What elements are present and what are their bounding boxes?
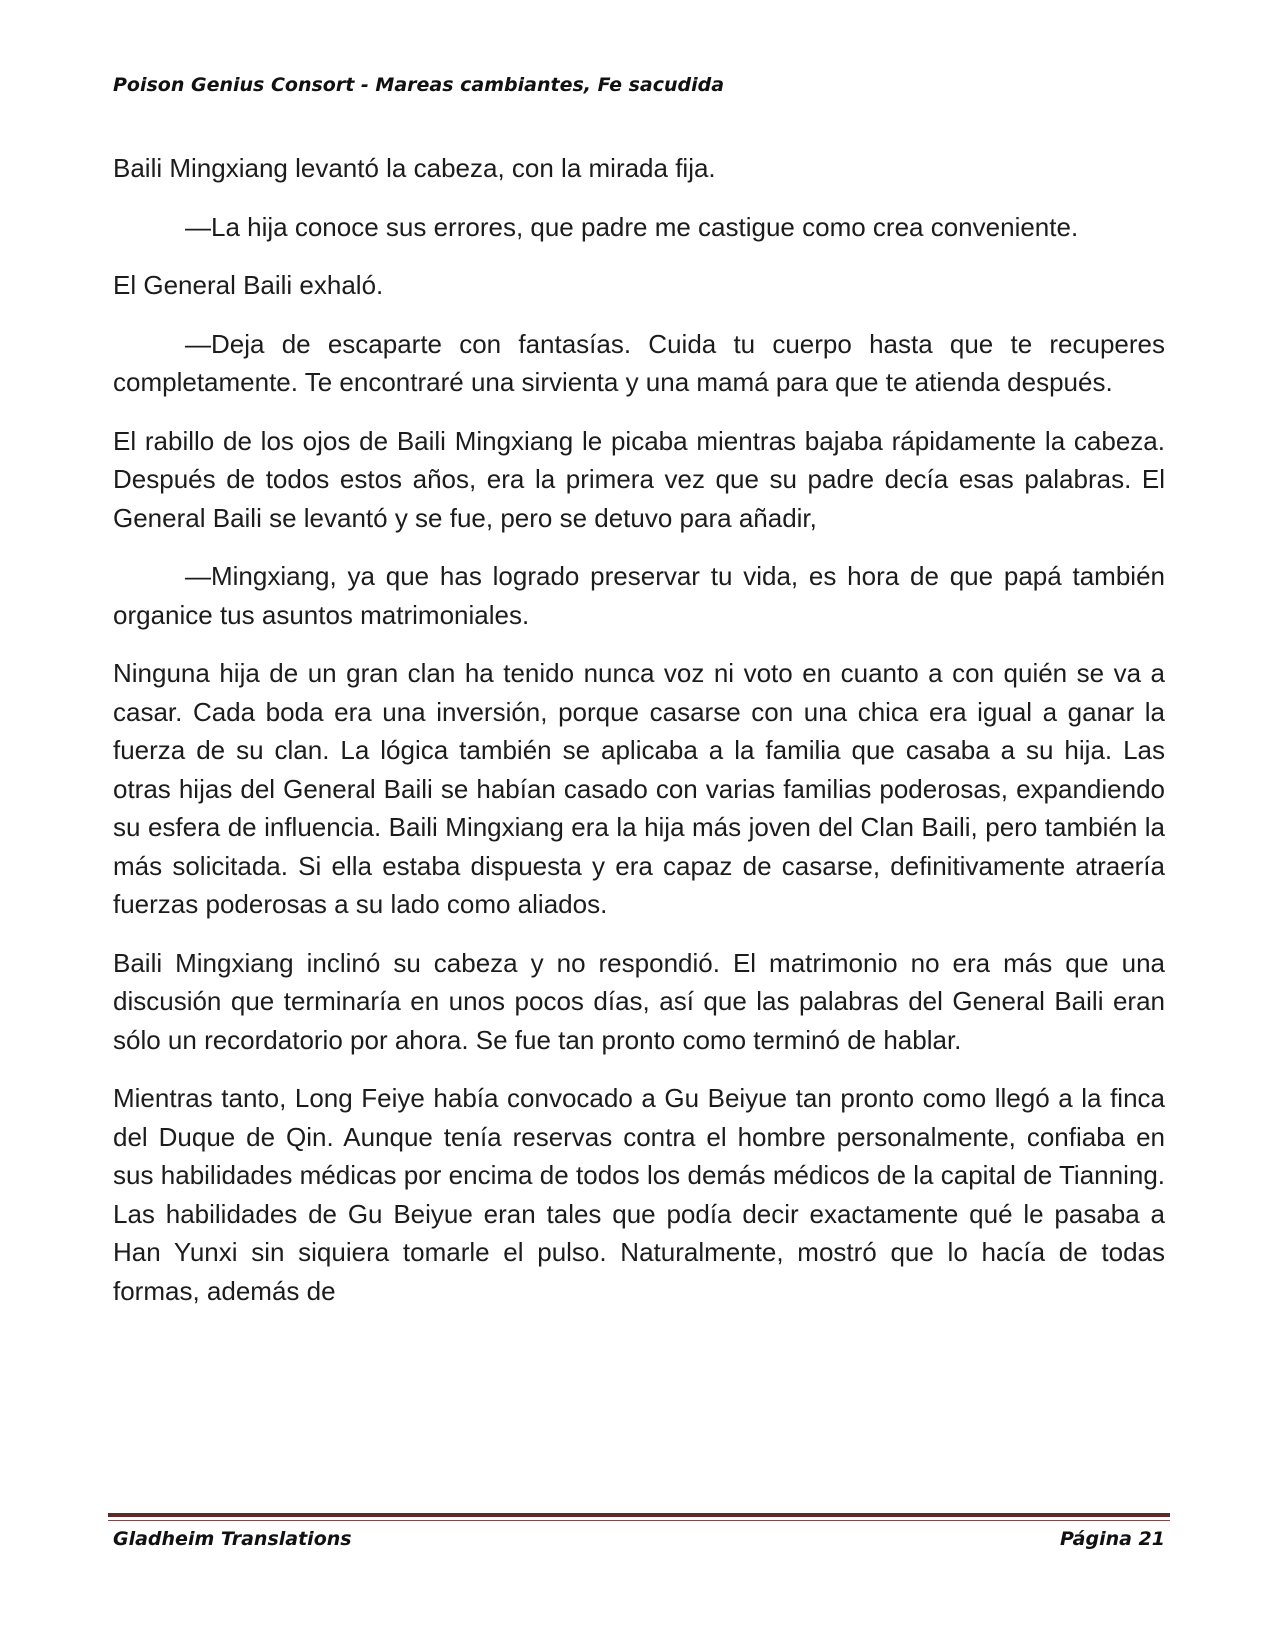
page-number: Página 21	[1059, 1528, 1165, 1550]
footer-rule-thin	[108, 1520, 1170, 1521]
dialogue-paragraph: —Deja de escaparte con fantasías. Cuida tu cuerpo hasta que te recuperes completamente. Te encontraré una sirvienta y una mamá para que te atienda después.	[113, 328, 1165, 397]
paragraph: Baili Mingxiang levantó la cabeza, con la mirada fija.	[113, 153, 716, 183]
paragraph: El General Baili exhaló.	[113, 270, 384, 300]
dialogue-paragraph: —La hija conoce sus errores, que padre me castigue como crea conveniente.	[185, 211, 1079, 242]
footer-rule	[108, 1513, 1170, 1517]
paragraph: Baili Mingxiang inclinó su cabeza y no respondió. El matrimonio no era más que una discusión que terminaría en unos pocos días, así que las palabras del General Baili eran sólo un recordatorio por ahora. Se fue tan pronto como terminó de hablar.	[113, 947, 1165, 1055]
page-body	[113, 149, 1165, 1310]
footer-publisher: Gladheim Translations	[113, 1528, 352, 1550]
paragraph: Ninguna hija de un gran clan ha tenido nunca voz ni voto en cuanto a con quién se va a casar. Cada boda era una inversión, porque casarse con una chica era igual a ganar la fuerza de su clan. La lógica también se aplicaba a la familia que casaba a su hija. Las otras hijas del General Baili se habían casado con varias familias poderosas, expandiendo su esfera de influencia. Baili Mingxiang era la hija más joven del Clan Baili, pero también la más solicitada. Si ella estaba dispuesta y era capaz de casarse, definitivamente atraería fuerzas poderosas a su lado como aliados.	[113, 658, 1165, 919]
paragraph: El rabillo de los ojos de Baili Mingxiang le picaba mientras bajaba rápidamente la cabeza. Después de todos estos años, era la primera vez que su padre decía esas palabras. El General Baili se levantó y se fue, pero se detuvo para añadir,	[113, 425, 1165, 533]
dialogue-paragraph: —Mingxiang, ya que has logrado preservar tu vida, es hora de que papá también organice tus asuntos matrimoniales.	[113, 561, 1165, 630]
running-header: Poison Genius Consort - Mareas cambiantes, Fe sacudida	[113, 74, 725, 96]
paragraph: Mientras tanto, Long Feiye había convocado a Gu Beiyue tan pronto como llegó a la finca del Duque de Qin. Aunque tenía reservas contra el hombre personalmente, confiaba en sus habilidades médicas por encima de todos los demás médicos de la capital de Tianning. Las habilidades de Gu Beiyue eran tales que podía decir exactamente qué le pasaba a Han Yunxi sin siquiera tomarle el pulso. Naturalmente, mostró que lo hacía de todas formas, además de	[113, 1083, 1165, 1306]
